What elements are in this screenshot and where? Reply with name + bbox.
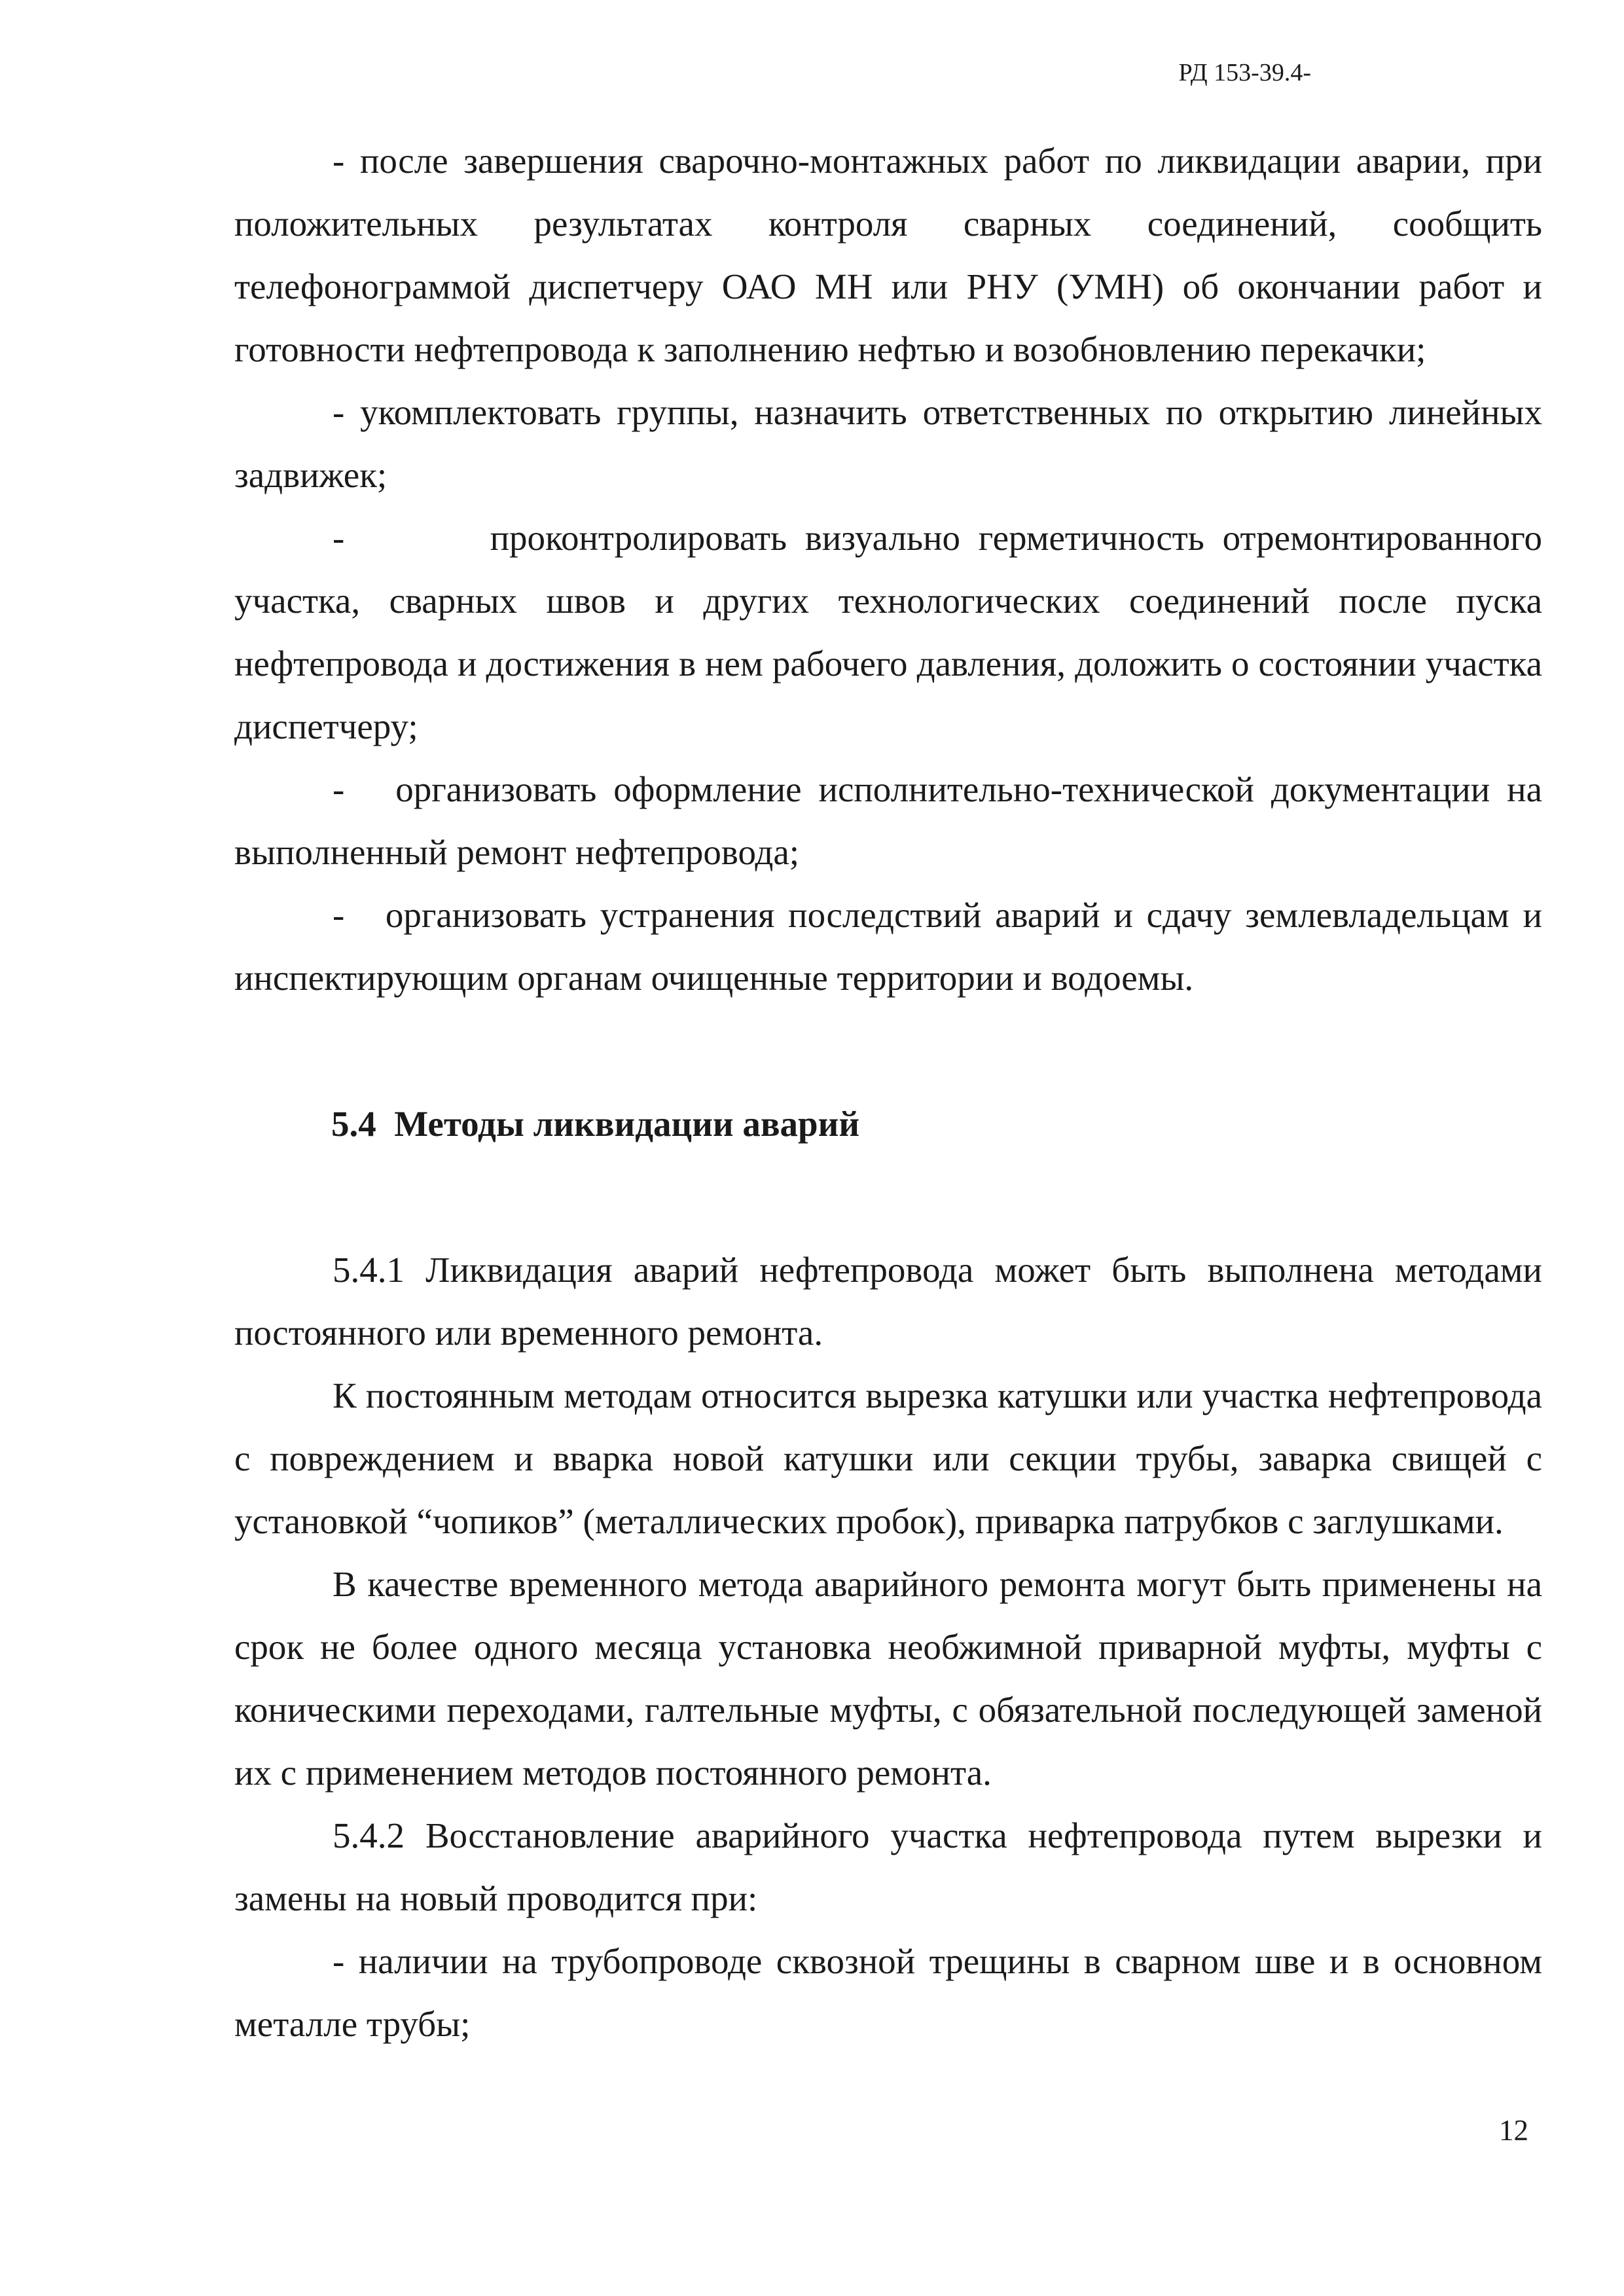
paragraph-5-4-1: 5.4.1 Ликвидация аварий нефтепровода может быть выполнена методами постоянного или временного ремонта.: [234, 1250, 1542, 1353]
document-code-header: РД 153-39.4-: [1178, 59, 1311, 86]
section-heading: 5.4 Методы ликвидации аварий: [331, 1104, 860, 1144]
paragraph-check-tightness: - проконтролировать визуально герметичность отремонтированного участка, сварных швов и других технологических соединений после пуска нефтепровода и достижения в нем рабочего давления, доложить о состоянии участка диспетчеру;: [234, 518, 1551, 746]
paragraph-documentation: - организовать оформление исполнительно-технической документации на выполненный ремонт нефтепровода;: [234, 769, 1551, 872]
paragraph-assign-groups: - укомплектовать группы, назначить ответственных по открытию линейных задвижек;: [234, 392, 1542, 495]
paragraph-report-completion: - после завершения сварочно-монтажных работ по ликвидации аварии, при положительных результатах контроля сварных соединений, сообщить телефонограммой диспетчеру ОАО МН или РНУ (УМН) об окончании работ и готовности нефтепровода к заполнению нефтью и возобновлению перекачки;: [234, 141, 1542, 369]
paragraph-temporary-method: В качестве временного метода аварийного ремонта могут быть применены на срок не более одного месяца установка необжимной приварной муфты, муфты с коническими переходами, галтельные муфты, с обязательной последующей заменой их с применением методов постоянного ремонта.: [234, 1564, 1542, 1793]
paragraph-5-4-2: 5.4.2 Восстановление аварийного участка нефтепровода путем вырезки и замены на новый проводится при:: [234, 1815, 1542, 1918]
paragraph-eliminate-consequences: - организовать устранения последствий аварий и сдачу землевладельцам и инспектирующим органам очищенные территории и водоемы.: [234, 895, 1551, 998]
page-body: [234, 130, 1551, 2056]
paragraph-permanent-methods: К постоянным методам относится вырезка катушки или участка нефтепровода с повреждением и вварка новой катушки или секции трубы, заварка свищей с установкой “чопиков” (металлических пробок), приварка патрубков с заглушками.: [234, 1376, 1542, 1541]
page-number: 12: [1499, 2114, 1528, 2147]
paragraph-through-crack: - наличии на трубопроводе сквозной трещины в сварном шве и в основном металле трубы;: [234, 1941, 1542, 2044]
